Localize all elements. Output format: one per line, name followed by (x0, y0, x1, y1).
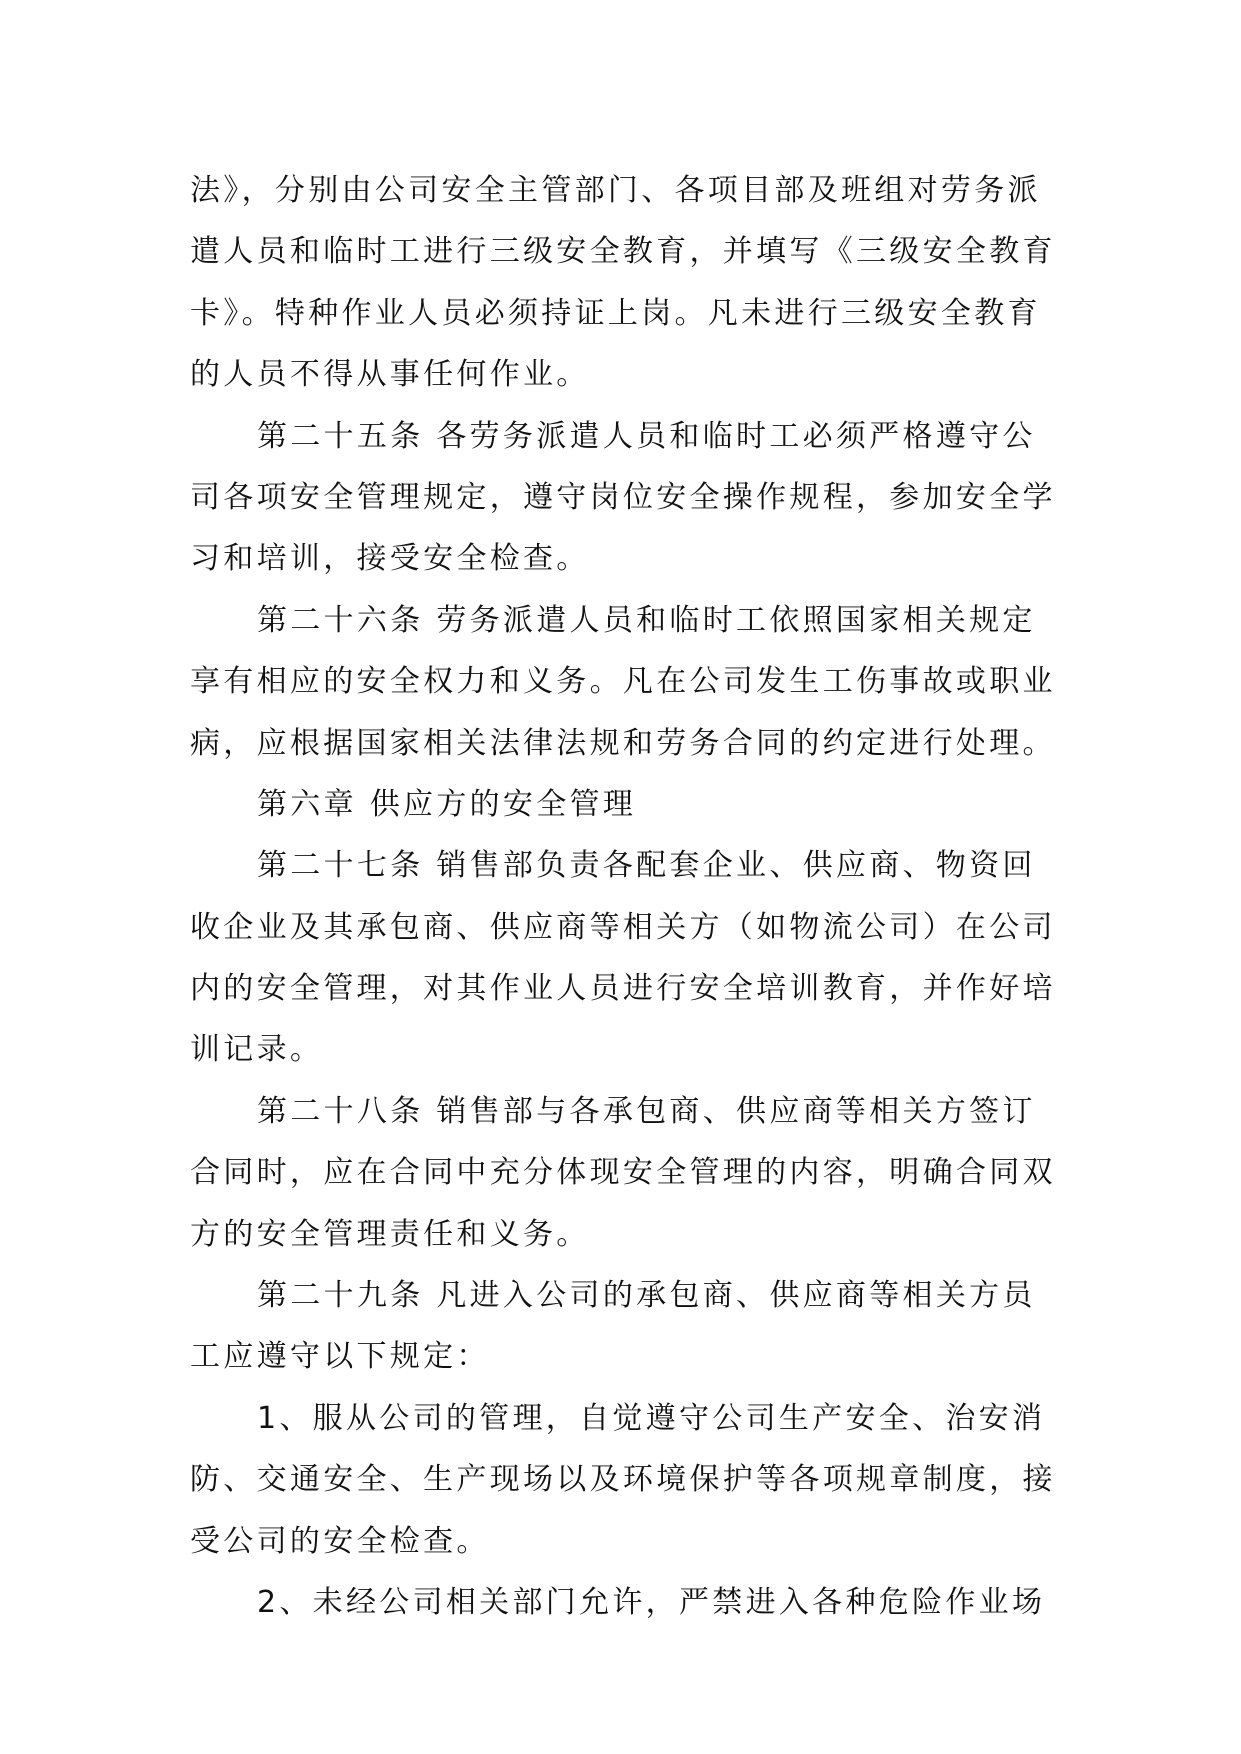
list-item-line: 2、未经公司相关部门允许，严禁进入各种危险作业场 (257, 1584, 1046, 1620)
text-line: 法》，分别由公司安全主管部门、各项目部及班组对劳务派 (190, 173, 1041, 208)
text-line: 第二十八条 销售部与各承包商、供应商等相关方签订 (257, 1093, 1036, 1129)
text-line: 遣人员和临时工进行三级安全教育，并填写《三级安全教育 (190, 234, 1056, 270)
text-line: 第二十六条 劳务派遣人员和临时工依照国家相关规定 (257, 602, 1036, 638)
chapter-heading: 第六章 供应方的安全管理 (257, 786, 637, 822)
text-line: 合同时，应在合同中充分体现安全管理的内容，明确合同双 (190, 1155, 1056, 1191)
text-line: 卡》。特种作业人员必须持证上岗。凡未进行三级安全教育 (190, 295, 1041, 331)
text-line: 第二十九条 凡进入公司的承包商、供应商等相关方员 (257, 1278, 1036, 1314)
text-line: 工应遵守以下规定： (190, 1339, 490, 1375)
text-line: 的人员不得从事任何作业。 (190, 357, 590, 393)
text-line: 司各项安全管理规定，遵守岗位安全操作规程，参加安全学 (190, 479, 1056, 515)
list-item-line: 1、服从公司的管理，自觉遵守公司生产安全、治安消 (257, 1400, 1046, 1436)
list-item-line: 受公司的安全检查。 (190, 1523, 490, 1559)
text-line: 第二十五条 各劳务派遣人员和临时工必须严格遵守公 (257, 418, 1036, 454)
list-item-line: 防、交通安全、生产现场以及环境保护等各项规章制度，接 (190, 1462, 1056, 1498)
text-line: 收企业及其承包商、供应商等相关方（如物流公司）在公司 (190, 909, 1056, 945)
text-line: 病，应根据国家相关法律法规和劳务合同的约定进行处理。 (190, 725, 1056, 761)
text-line: 训记录。 (190, 1032, 324, 1068)
text-line: 习和培训，接受安全检查。 (190, 541, 590, 577)
text-line: 享有相应的安全权力和义务。凡在公司发生工伤事故或职业 (190, 664, 1056, 700)
document-body (190, 160, 1070, 1633)
text-line: 第二十七条 销售部负责各配套企业、供应商、物资回 (257, 848, 1036, 884)
text-line: 内的安全管理，对其作业人员进行安全培训教育，并作好培 (190, 971, 1056, 1007)
text-line: 方的安全管理责任和义务。 (190, 1216, 590, 1252)
